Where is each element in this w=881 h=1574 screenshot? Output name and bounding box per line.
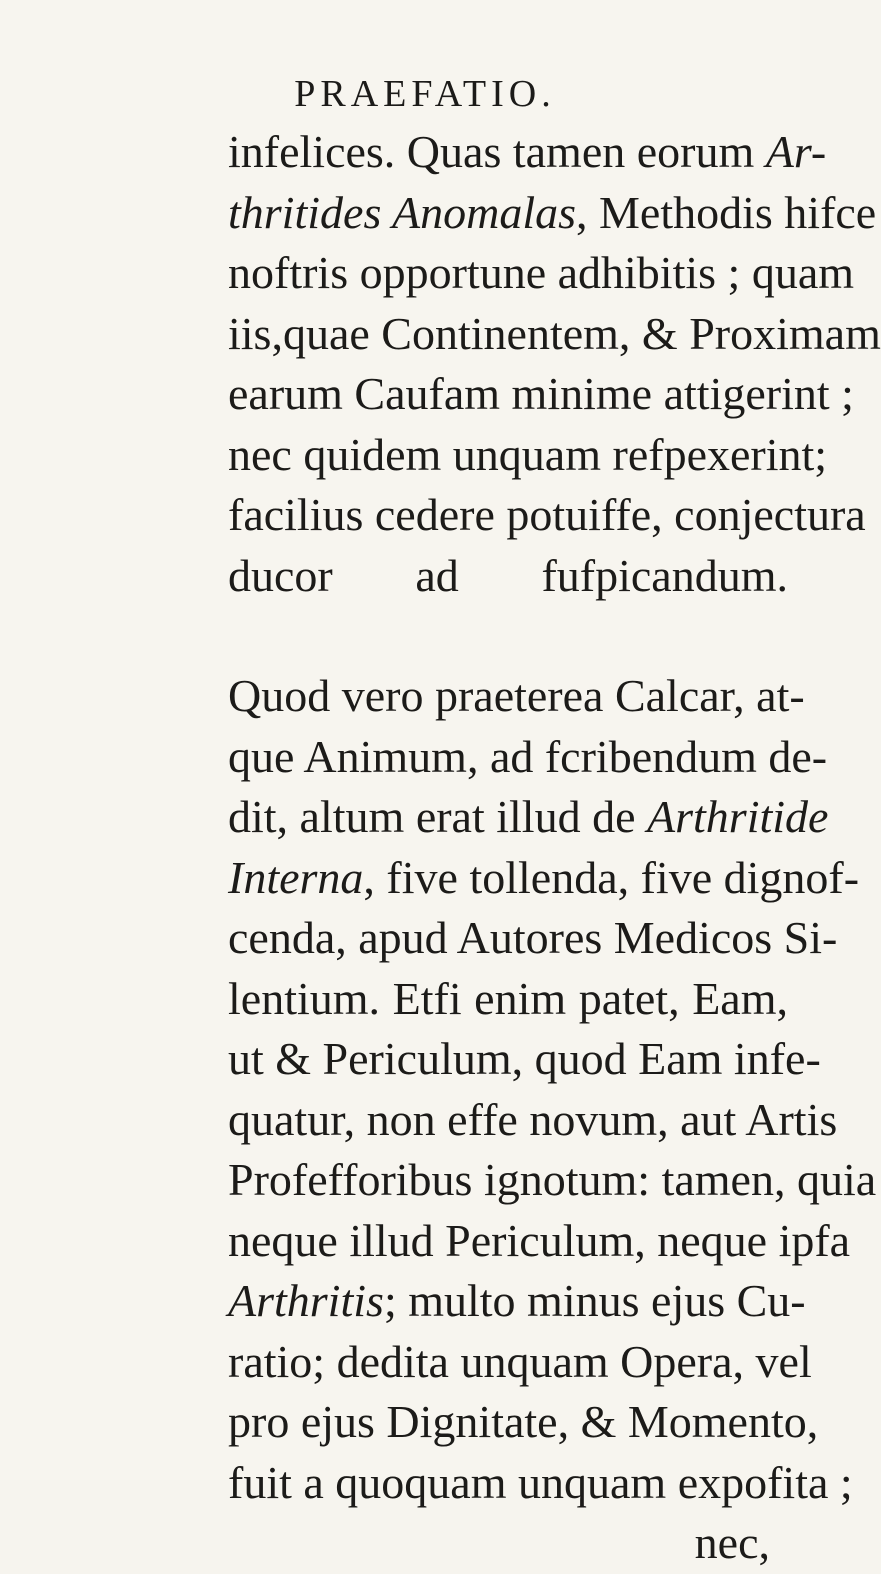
text-span: earum Caufam minime attigerint ;: [228, 368, 854, 419]
text-span: ; multo minus ejus Cu-: [383, 1275, 806, 1326]
text-line: [228, 183, 877, 244]
catchword: nec,: [694, 1517, 770, 1568]
text-span: pro ejus Dignitate, & Momento,: [228, 1396, 819, 1447]
running-header: PRAEFATIO.: [294, 73, 556, 115]
text-line: [228, 1392, 819, 1453]
italic-text: Arthritis: [228, 1275, 384, 1326]
paragraph-2: [228, 666, 877, 1513]
text-span: ut & Periculum, quod Eam infe-: [228, 1033, 821, 1084]
italic-text: Ar-: [765, 126, 827, 177]
text-span: iis,quae Continentem, & Proximam: [228, 307, 881, 359]
text-line: [228, 1453, 853, 1514]
body-text: [228, 122, 881, 1574]
text-line: [228, 122, 827, 183]
italic-text: Interna: [228, 851, 364, 903]
text-line: [228, 304, 881, 365]
text-span: , five tollenda, five dignof-: [363, 851, 860, 903]
italic-text: thritides Anomalas: [228, 186, 577, 238]
text-span: fuit a quoquam unquam expofita ;: [228, 1456, 853, 1508]
text-line: [228, 243, 855, 304]
text-line: [228, 1090, 838, 1151]
text-span: que Animum, ad fcribendum de-: [228, 730, 828, 782]
text-span: neque illud Periculum, neque ipfa: [228, 1214, 851, 1266]
text-line: [228, 666, 805, 727]
text-line: [228, 848, 860, 909]
text-line: [228, 1332, 812, 1393]
text-span: quatur, non effe novum, aut Artis: [228, 1093, 838, 1145]
text-span: infelices. Quas tamen eorum: [228, 126, 766, 177]
text-line: [228, 1029, 821, 1090]
text-span: Profefforibus ignotum: tamen, quia: [228, 1154, 877, 1205]
text-line: [228, 908, 838, 969]
paragraph-1: [228, 122, 881, 606]
italic-text: Arthritide: [647, 791, 829, 842]
text-span: facilius cedere potuiffe, conjectura: [228, 489, 866, 540]
text-line: [228, 546, 788, 607]
text-line: [228, 787, 829, 848]
text-span: cenda, apud Autores Medicos Si-: [228, 912, 838, 963]
text-span: , Methodis hifce: [576, 186, 877, 238]
text-span: dit, altum erat illud de: [228, 791, 648, 842]
text-span: nec quidem unquam refpexerint;: [228, 428, 828, 480]
text-line: [228, 364, 854, 425]
text-span: ratio; dedita unquam Opera, vel: [228, 1335, 812, 1387]
text-line: [228, 969, 788, 1030]
text-span: ducor ad fufpicandum.: [228, 549, 788, 601]
text-line: [228, 485, 866, 546]
text-line: [228, 1150, 877, 1211]
text-line: [228, 727, 828, 788]
text-line: [228, 1211, 851, 1272]
text-span: lentium. Etfi enim patet, Eam,: [228, 972, 788, 1024]
text-span: Quod vero praeterea Calcar, at-: [228, 670, 805, 721]
paragraph-gap: [228, 606, 788, 666]
text-span: noftris opportune adhibitis ; quam: [228, 247, 855, 298]
text-line: [228, 425, 828, 486]
text-line: [228, 1271, 806, 1332]
